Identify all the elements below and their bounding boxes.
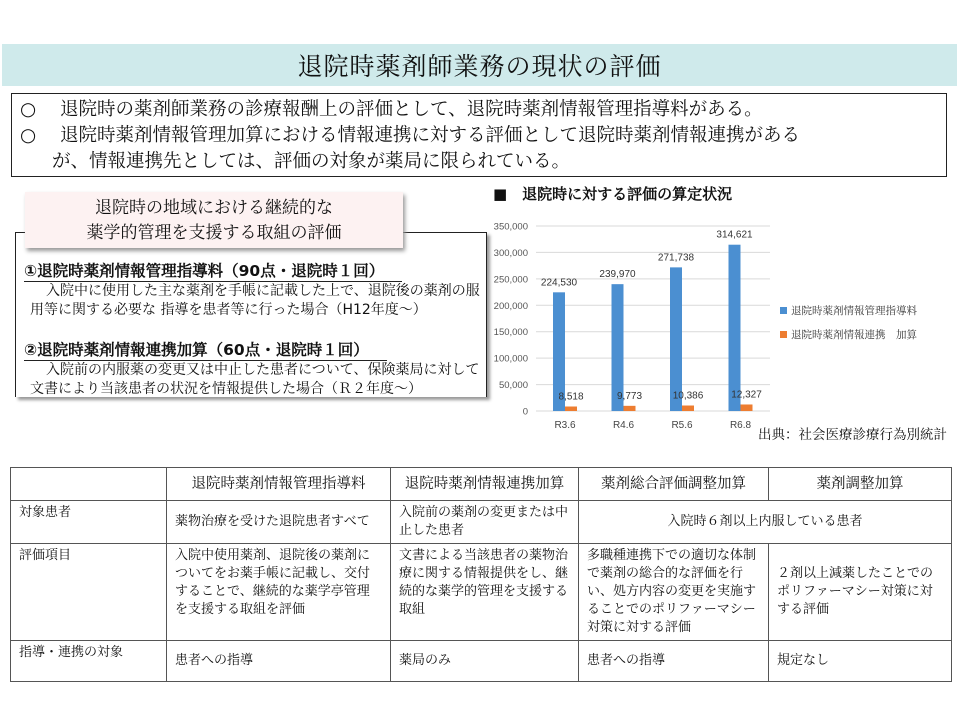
y-tick-label: 50,000 xyxy=(498,380,528,392)
data-label-series-2: 9,773 xyxy=(616,390,643,402)
bar-series-2 xyxy=(565,406,577,411)
cell: 入院前の薬剤の変更または中止した患者 xyxy=(391,501,579,544)
summary-text-1: 退院時の薬剤師業務の診療報酬上の評価として、退院時薬剤情報管理指導料がある。 xyxy=(60,99,763,120)
callout-line-1: 退院時の地域における継続的な xyxy=(95,198,333,218)
bar-series-1 xyxy=(729,245,741,411)
bar-series-1 xyxy=(670,267,682,411)
data-label-series-2: 12,327 xyxy=(731,389,762,401)
y-tick-label: 250,000 xyxy=(493,274,528,286)
callout-box xyxy=(25,192,403,248)
cell: 入院中使用薬剤、退院後の薬剤についてをお薬手帳に記載し、交付することで、継続的な薬学亭管理を支援する取組を評価 xyxy=(167,544,391,641)
header-cell-3: 薬剤総合評価調整加算 xyxy=(579,468,769,501)
source-note: 出典：社会医療診療行為別統計 xyxy=(758,427,947,443)
data-label-series-2: 10,386 xyxy=(672,390,704,402)
cell: 文書による当該患者の薬物治療に関する情報提供をし、継続的な薬学的管理を支援する取組 xyxy=(391,544,579,641)
x-tick-label: R5.6 xyxy=(671,420,693,431)
legend-swatch xyxy=(780,307,787,314)
x-tick-label: R6.8 xyxy=(729,420,752,431)
page-title: 退院時薬剤師業務の現状の評価 xyxy=(297,52,662,81)
rules-box xyxy=(15,232,487,397)
header-cell-empty xyxy=(11,468,167,501)
legend-label: 退院時薬剤情報管理指導料 xyxy=(791,305,917,317)
data-label-series-1: 239,970 xyxy=(599,269,636,281)
cell: 多職種連携下での適切な体制で薬剤の総合的な評価を行い、処方内容の変更を実施することでのポリファーマシー対策に対する評価 xyxy=(579,544,769,641)
bar-chart xyxy=(488,210,953,431)
row-label-target: 対象患者 xyxy=(11,501,167,544)
rule-1-line-1: 入院中に使用した主な薬剤を手帳に記載した上で、退院後の薬剤の服 xyxy=(46,283,480,299)
summary-text-2: 退院時薬剤情報管理加算における情報連携に対する評価として退院時薬剤情報連携がある xyxy=(60,125,801,146)
legend-label: 退院時薬剤情報連携 加算 xyxy=(791,329,917,341)
bar-series-2 xyxy=(741,404,753,411)
y-tick-label: 300,000 xyxy=(493,247,528,259)
x-tick-label: R3.6 xyxy=(554,420,576,431)
summary-line-3: が、情報連携先としては、評価の対象が薬局に限られている。 xyxy=(52,151,571,172)
cell: 薬局のみ xyxy=(391,641,579,682)
cell-merged: 入院時６剤以上内服している患者 xyxy=(579,501,952,544)
row-label-evaluation: 評価項目 xyxy=(11,544,167,641)
x-tick-label: R4.6 xyxy=(612,420,635,431)
table-row xyxy=(11,641,952,682)
rule-1-line-2: 用等に関する必要な 指導を患者等に行った場合（H12年度～） xyxy=(30,302,427,318)
header-cell-2: 退院時薬剤情報連携加算 xyxy=(391,468,579,501)
rule-1-body xyxy=(24,282,486,320)
cell: ２剤以上減薬したことでのポリファーマシー対策に対する評価 xyxy=(769,544,952,641)
summary-line-1 xyxy=(20,97,938,123)
cell: 患者への指導 xyxy=(167,641,391,682)
bar-series-2 xyxy=(682,406,694,411)
cell: 薬物治療を受けた退院患者すべて xyxy=(167,501,391,544)
y-tick-label: 350,000 xyxy=(493,221,528,233)
rule-2-heading: ②退院時薬剤情報連携加算（60点・退院時１回） xyxy=(24,338,387,361)
cell: 規定なし xyxy=(769,641,952,682)
table-header-row xyxy=(11,468,952,501)
legend-swatch xyxy=(780,331,787,338)
title-bar xyxy=(2,44,957,86)
header-cell-1: 退院時薬剤情報管理指導料 xyxy=(167,468,391,501)
header-cell-4: 薬剤調整加算 xyxy=(769,468,952,501)
table-row xyxy=(11,501,952,544)
data-label-series-1: 314,621 xyxy=(716,229,753,241)
y-tick-label: 0 xyxy=(522,406,528,418)
summary-box xyxy=(11,93,947,177)
comparison-table xyxy=(10,467,952,682)
row-label-scope: 指導・連携の対象 xyxy=(11,641,167,682)
y-tick-label: 200,000 xyxy=(493,300,528,312)
table-row xyxy=(11,544,952,641)
data-label-series-1: 271,738 xyxy=(657,252,695,264)
rule-1-heading: ①退院時薬剤情報管理指導料（90点・退院時１回） xyxy=(24,259,402,282)
bullet-1: ○ xyxy=(20,99,37,120)
rule-2-line-1: 入院前の内服薬の変更又は中止した患者について、保険薬局に対して xyxy=(46,362,480,378)
cell: 患者への指導 xyxy=(579,641,769,682)
callout-line-2: 薬学的管理を支援する取組の評価 xyxy=(86,223,342,243)
y-tick-label: 100,000 xyxy=(493,353,528,365)
data-label-series-1: 224,530 xyxy=(540,277,578,289)
bullet-2: ○ xyxy=(20,125,37,146)
rule-2-body xyxy=(24,361,486,399)
chart-title: ■ 退院時に対する評価の算定状況 xyxy=(493,185,733,203)
bar-series-2 xyxy=(624,406,636,411)
y-tick-label: 150,000 xyxy=(493,327,528,339)
rule-2-line-2: 文書により当該患者の状況を情報提供した場合（Ｒ２年度～） xyxy=(30,381,422,397)
summary-line-2 xyxy=(20,123,938,149)
data-label-series-2: 8,518 xyxy=(558,391,584,403)
